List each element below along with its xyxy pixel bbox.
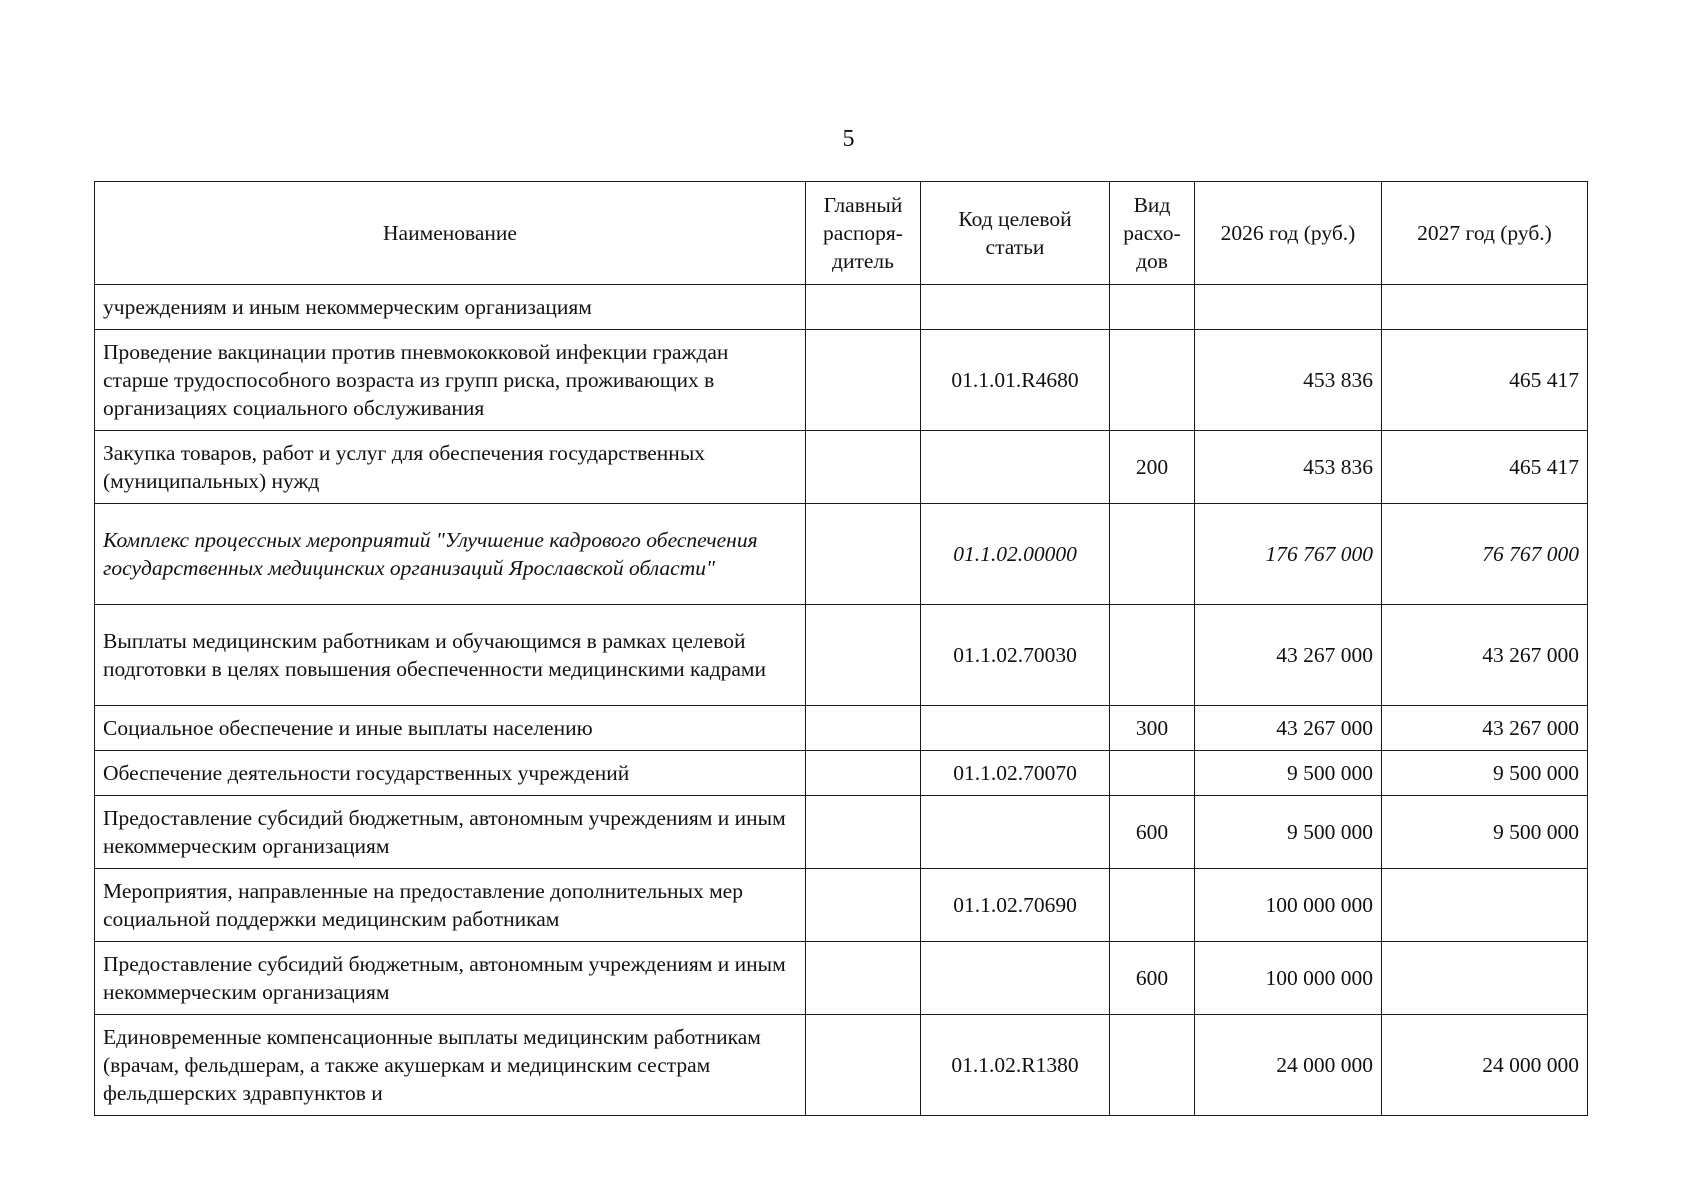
cell-2027 (1382, 942, 1588, 1015)
cell-2027: 24 000 000 (1382, 1015, 1588, 1116)
cell-2027: 9 500 000 (1382, 751, 1588, 796)
cell-expense-type: 300 (1110, 706, 1195, 751)
cell-name: Единовременные компенсационные выплаты медицинским работникам (врачам, фельдшерам, а также акушеркам и медицинским сестрам фельдшерских здравпунктов и (95, 1015, 806, 1116)
cell-manager (806, 431, 921, 504)
cell-2026 (1195, 285, 1382, 330)
cell-expense-type: 200 (1110, 431, 1195, 504)
table-header-row (95, 182, 1588, 285)
cell-2027: 43 267 000 (1382, 706, 1588, 751)
cell-expense-type (1110, 504, 1195, 605)
cell-2027: 76 767 000 (1382, 504, 1588, 605)
cell-expense-type: 600 (1110, 796, 1195, 869)
cell-2026: 100 000 000 (1195, 869, 1382, 942)
cell-expense-type (1110, 285, 1195, 330)
header-name: Наименование (95, 182, 806, 285)
cell-2026: 43 267 000 (1195, 605, 1382, 706)
cell-manager (806, 796, 921, 869)
cell-manager (806, 1015, 921, 1116)
cell-expense-type (1110, 1015, 1195, 1116)
cell-expense-type (1110, 751, 1195, 796)
cell-name: Закупка товаров, работ и услуг для обеспечения государственных (муниципальных) нужд (95, 431, 806, 504)
cell-code: 01.1.01.R4680 (921, 330, 1110, 431)
cell-2026: 9 500 000 (1195, 751, 1382, 796)
cell-2027 (1382, 285, 1588, 330)
table-row (95, 1015, 1588, 1116)
cell-name: учреждениям и иным некоммерческим организациям (95, 285, 806, 330)
page-number: 5 (842, 126, 855, 152)
cell-manager (806, 330, 921, 431)
table-row (95, 751, 1588, 796)
cell-2026: 24 000 000 (1195, 1015, 1382, 1116)
table-row (95, 285, 1588, 330)
cell-name: Комплекс процессных мероприятий "Улучшение кадрового обеспечения государственных медицинских организаций Ярославской области" (95, 504, 806, 605)
cell-code (921, 431, 1110, 504)
cell-manager (806, 285, 921, 330)
table-row (95, 330, 1588, 431)
cell-name: Предоставление субсидий бюджетным, автономным учреждениям и иным некоммерческим организациям (95, 942, 806, 1015)
table-row (95, 706, 1588, 751)
cell-2026: 176 767 000 (1195, 504, 1382, 605)
cell-code (921, 942, 1110, 1015)
budget-table (94, 181, 1588, 1116)
table-body (95, 285, 1588, 1116)
cell-2026: 453 836 (1195, 330, 1382, 431)
cell-code: 01.1.02.70030 (921, 605, 1110, 706)
cell-code (921, 796, 1110, 869)
cell-2026: 43 267 000 (1195, 706, 1382, 751)
header-code: Код целевой статьи (921, 182, 1110, 285)
cell-name: Проведение вакцинации против пневмококковой инфекции граждан старше трудоспособного возраста из групп риска, проживающих в организациях социального обслуживания (95, 330, 806, 431)
cell-2026: 9 500 000 (1195, 796, 1382, 869)
cell-manager (806, 751, 921, 796)
cell-2026: 100 000 000 (1195, 942, 1382, 1015)
cell-expense-type: 600 (1110, 942, 1195, 1015)
cell-code: 01.1.02.R1380 (921, 1015, 1110, 1116)
table-row (95, 504, 1588, 605)
cell-2027: 9 500 000 (1382, 796, 1588, 869)
table-row (95, 796, 1588, 869)
cell-code: 01.1.02.70690 (921, 869, 1110, 942)
cell-name: Обеспечение деятельности государственных учреждений (95, 751, 806, 796)
header-2026: 2026 год (руб.) (1195, 182, 1382, 285)
table-row (95, 431, 1588, 504)
cell-manager (806, 504, 921, 605)
cell-2026: 453 836 (1195, 431, 1382, 504)
header-manager: Главный распоря-дитель (806, 182, 921, 285)
cell-name: Мероприятия, направленные на предоставление дополнительных мер социальной поддержки медицинским работникам (95, 869, 806, 942)
cell-manager (806, 605, 921, 706)
cell-expense-type (1110, 869, 1195, 942)
cell-code (921, 706, 1110, 751)
cell-name: Социальное обеспечение и иные выплаты населению (95, 706, 806, 751)
cell-manager (806, 942, 921, 1015)
cell-2027: 43 267 000 (1382, 605, 1588, 706)
cell-manager (806, 869, 921, 942)
cell-2027: 465 417 (1382, 330, 1588, 431)
header-2027: 2027 год (руб.) (1382, 182, 1588, 285)
cell-code: 01.1.02.00000 (921, 504, 1110, 605)
cell-2027: 465 417 (1382, 431, 1588, 504)
cell-name: Выплаты медицинским работникам и обучающимся в рамках целевой подготовки в целях повышения обеспеченности медицинскими кадрами (95, 605, 806, 706)
table-row (95, 605, 1588, 706)
cell-code: 01.1.02.70070 (921, 751, 1110, 796)
header-type: Вид расхо-дов (1110, 182, 1195, 285)
table-row (95, 869, 1588, 942)
cell-name: Предоставление субсидий бюджетным, автономным учреждениям и иным некоммерческим организациям (95, 796, 806, 869)
cell-expense-type (1110, 330, 1195, 431)
table-row (95, 942, 1588, 1015)
cell-2027 (1382, 869, 1588, 942)
cell-expense-type (1110, 605, 1195, 706)
cell-manager (806, 706, 921, 751)
cell-code (921, 285, 1110, 330)
